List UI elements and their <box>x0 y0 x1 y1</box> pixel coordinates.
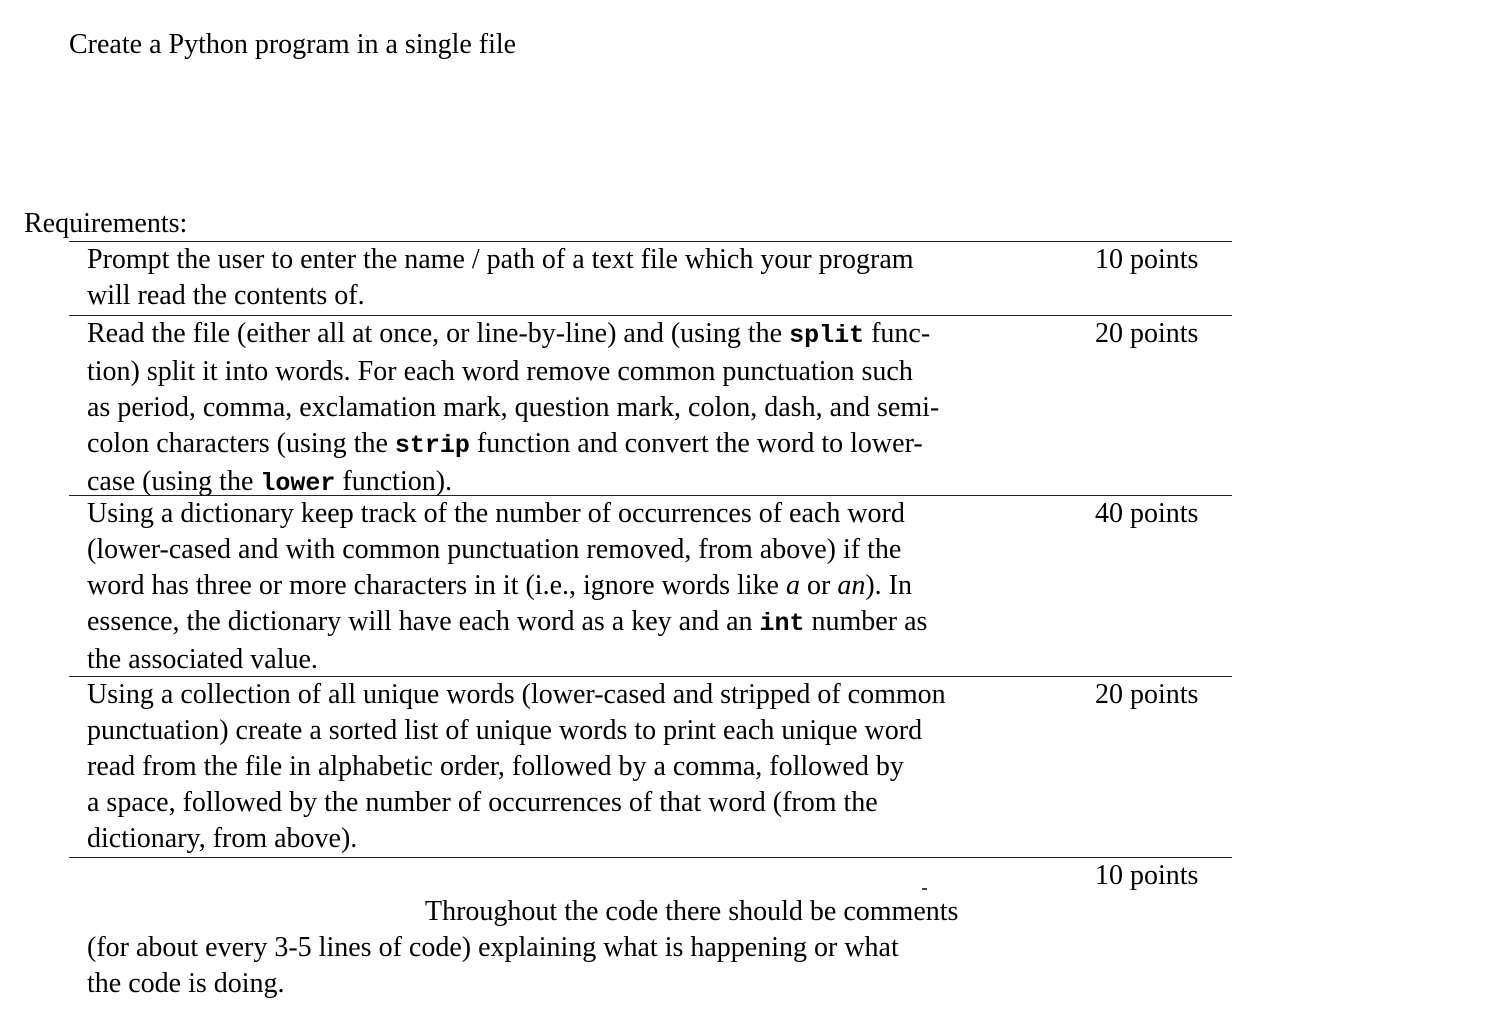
requirement-points-4: 20 points <box>1095 679 1199 710</box>
requirement-row-1 <box>69 242 1232 316</box>
code-strip: strip <box>394 431 470 460</box>
stray-mark <box>922 888 927 890</box>
requirement-4-line-2: punctuation) create a sorted list of unique words to print each unique word <box>87 715 923 746</box>
page-heading: Create a Python program in a single file <box>69 29 517 60</box>
code-split: split <box>789 321 865 350</box>
requirements-label: Requirements: <box>24 208 188 239</box>
requirement-3-text: ). In <box>865 570 912 601</box>
requirement-5-line-3: the code is doing. <box>87 968 285 999</box>
requirement-row-4 <box>69 677 1232 858</box>
requirement-3-line-3 <box>87 568 1058 604</box>
requirements-table <box>69 241 1232 1008</box>
requirement-points-5: 10 points <box>1095 860 1199 891</box>
requirement-row-2 <box>69 316 1232 496</box>
requirement-4-line-4: a space, followed by the number of occurrences of that word (from the <box>87 787 878 818</box>
requirement-3-text: essence, the dictionary will have each word as a key and an <box>87 606 760 637</box>
requirement-points-1: 10 points <box>1095 244 1199 275</box>
requirement-3-text: word has three or more characters in it (i.e., ignore words like <box>87 570 786 601</box>
italic-word-an: an <box>837 570 866 601</box>
requirement-2-text: case (using the <box>87 466 261 497</box>
requirement-3-line-2: (lower-cased and with common punctuation removed, from above) if the <box>87 534 902 565</box>
requirement-3-text: or <box>799 570 838 601</box>
requirement-2-line-4 <box>87 426 1058 464</box>
requirement-row-3 <box>69 496 1232 677</box>
requirement-3-line-1: Using a dictionary keep track of the number of occurrences of each word <box>87 498 905 529</box>
requirement-5-line-2: (for about every 3-5 lines of code) explaining what is happening or what <box>87 932 899 963</box>
code-lower: lower <box>260 469 336 498</box>
requirement-points-2: 20 points <box>1095 318 1199 349</box>
requirement-3-line-4 <box>87 604 1058 642</box>
requirement-3-text: number as <box>804 606 928 637</box>
requirement-1-line-1: Prompt the user to enter the name / path of a text file which your program <box>87 244 914 275</box>
code-int: int <box>759 609 805 638</box>
requirement-2-text: colon characters (using the <box>87 428 395 459</box>
requirement-2-line-2: tion) split it into words. For each word remove common punctuation such <box>87 356 913 387</box>
requirement-description-4 <box>87 677 1058 857</box>
requirement-points-3: 40 points <box>1095 498 1199 529</box>
requirement-description-3 <box>87 496 1058 678</box>
requirement-2-line-3: as period, comma, exclamation mark, question mark, colon, dash, and semi- <box>87 392 940 423</box>
requirement-2-text: function). <box>335 466 453 497</box>
requirement-2-text: Read the file (either all at once, or line-by-line) and (using the <box>87 318 790 349</box>
requirement-4-line-3: read from the file in alphabetic order, followed by a comma, followed by <box>87 751 904 782</box>
requirement-description-5 <box>87 894 1058 1002</box>
requirement-4-line-5: dictionary, from above). <box>87 823 358 854</box>
requirement-description-1 <box>87 242 1058 314</box>
requirement-4-line-1: Using a collection of all unique words (lower-cased and stripped of common <box>87 679 946 710</box>
requirement-5-line-1: Throughout the code there should be comments <box>425 896 959 927</box>
requirement-row-5 <box>69 858 1232 1008</box>
requirement-description-2 <box>87 316 1058 502</box>
requirement-2-line-1 <box>87 316 1058 354</box>
requirement-3-line-5: the associated value. <box>87 644 318 675</box>
requirement-2-text: func- <box>864 318 931 349</box>
requirement-1-line-2: will read the contents of. <box>87 280 365 311</box>
italic-word-a: a <box>785 570 800 601</box>
requirement-2-text: function and convert the word to lower- <box>469 428 923 459</box>
